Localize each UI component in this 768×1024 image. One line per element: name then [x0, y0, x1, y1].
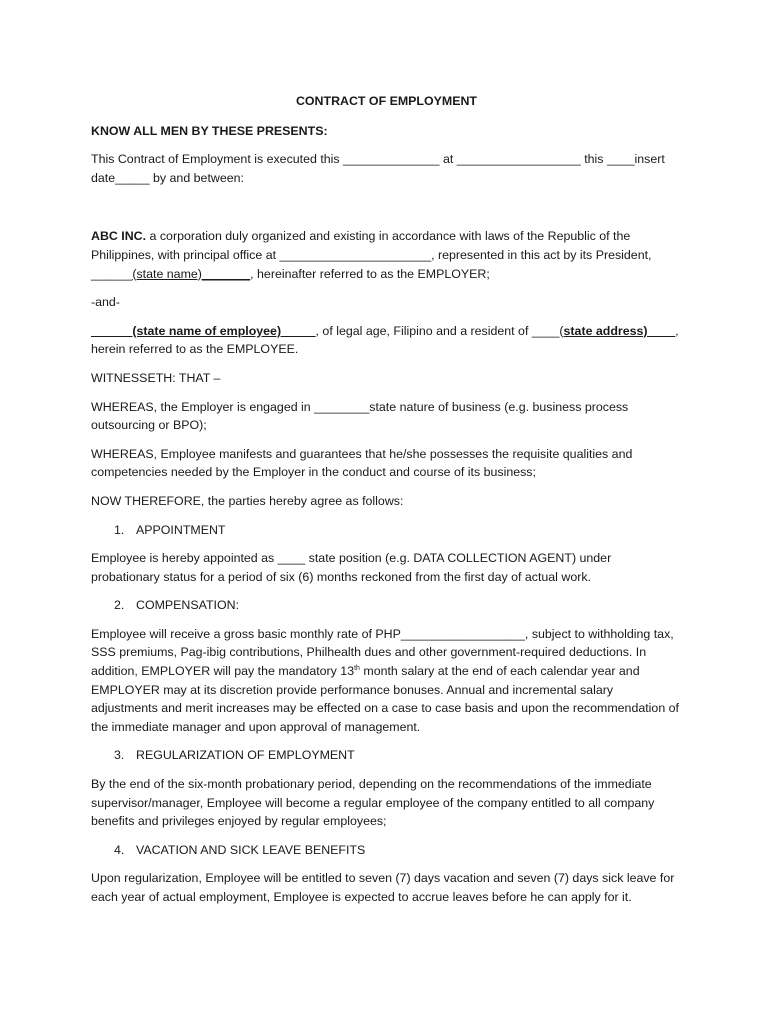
section-heading: VACATION AND SICK LEAVE BENEFITS — [136, 842, 366, 857]
section-heading: REGULARIZATION OF EMPLOYMENT — [136, 748, 355, 763]
employee-paragraph — [91, 322, 680, 359]
section-body-compensation — [91, 625, 680, 737]
and-separator: -and- — [91, 295, 120, 310]
section-number: 4. — [114, 842, 125, 857]
intro-heading: KNOW ALL MEN BY THESE PRESENTS: — [91, 123, 328, 138]
section-body-regularization: By the end of the six-month probationary period, depending on the recommendations of the immediate supervisor/manager, Employee will become a regular employee of the company entitled to all company benefits and privileges enjoyed by regular employees; — [91, 777, 655, 829]
section-number: 3. — [114, 748, 125, 763]
employer-paragraph — [91, 227, 680, 283]
compensation-text-1: Employee will receive a gross basic monthly rate of PHP__________________, subject to withholding tax, SSS premiums, Pag-ibig contributions, Philhealth dues and other government-required deductions. In addition, EMPLOYER will pay the mandatory 13 — [91, 626, 674, 679]
employee-text-1: , of legal age, Filipino and a resident of ____( — [315, 323, 564, 338]
section-body-appointment: Employee is hereby appointed as ____ state position (e.g. DATA COLLECTION AGENT) under probationary status for a period of six (6) months reckoned from the first day of actual work. — [91, 551, 612, 584]
compensation-text-2: month salary at the end of each calendar year and EMPLOYER may at its discretion provide performance bonuses. Annual and incremental salary adjustments and merit increases may be effected on a case to case basis and upon the recommendation of the immediate manager and upon approval of management. — [91, 664, 679, 734]
section-heading-regularization — [114, 746, 680, 765]
now-therefore: NOW THEREFORE, the parties hereby agree as follows: — [91, 493, 404, 508]
section-number: 1. — [114, 522, 125, 537]
section-body-leave-benefits: Upon regularization, Employee will be entitled to seven (7) days vacation and seven (7) days sick leave for each year of actual employment, Employee is expected to accrue leaves before he can apply for it. — [91, 871, 675, 904]
employer-state-name: (state name)_______ — [132, 266, 251, 281]
employee-text-2: , herein referred to as the EMPLOYEE. — [91, 323, 679, 357]
section-number: 2. — [114, 598, 125, 613]
section-heading: APPOINTMENT — [136, 522, 226, 537]
document-title: CONTRACT OF EMPLOYMENT — [295, 94, 478, 108]
section-heading-appointment — [114, 521, 680, 540]
witnesseth: WITNESSETH: THAT – — [91, 370, 221, 385]
ordinal-suffix: th — [354, 664, 360, 672]
employer-text-1: a corporation duly organized and existing in accordance with laws of the Republic of the Philippines, with principal office at ______________________, represented in this act by its President, ______ — [91, 229, 652, 281]
employee-name: ______(state name of employee)_____ — [91, 323, 316, 338]
employer-text-2: , hereinafter referred to as the EMPLOYER; — [250, 266, 490, 281]
whereas-1: WHEREAS, the Employer is engaged in ________state nature of business (e.g. business process outsourcing or BPO); — [91, 399, 629, 433]
executed-paragraph: This Contract of Employment is executed this ______________ at __________________ this ____insert date_____ by and between: — [91, 152, 665, 185]
section-heading-compensation — [114, 596, 680, 615]
employer-name: ABC INC. — [91, 229, 147, 244]
whereas-2: WHEREAS, Employee manifests and guarantees that he/she possesses the requisite qualities and competencies needed by the Employer in the conduct and course of its business; — [91, 446, 633, 480]
section-heading-leave-benefits — [114, 841, 680, 860]
employee-address: state address)____ — [563, 323, 676, 338]
section-heading: COMPENSATION: — [136, 598, 240, 613]
